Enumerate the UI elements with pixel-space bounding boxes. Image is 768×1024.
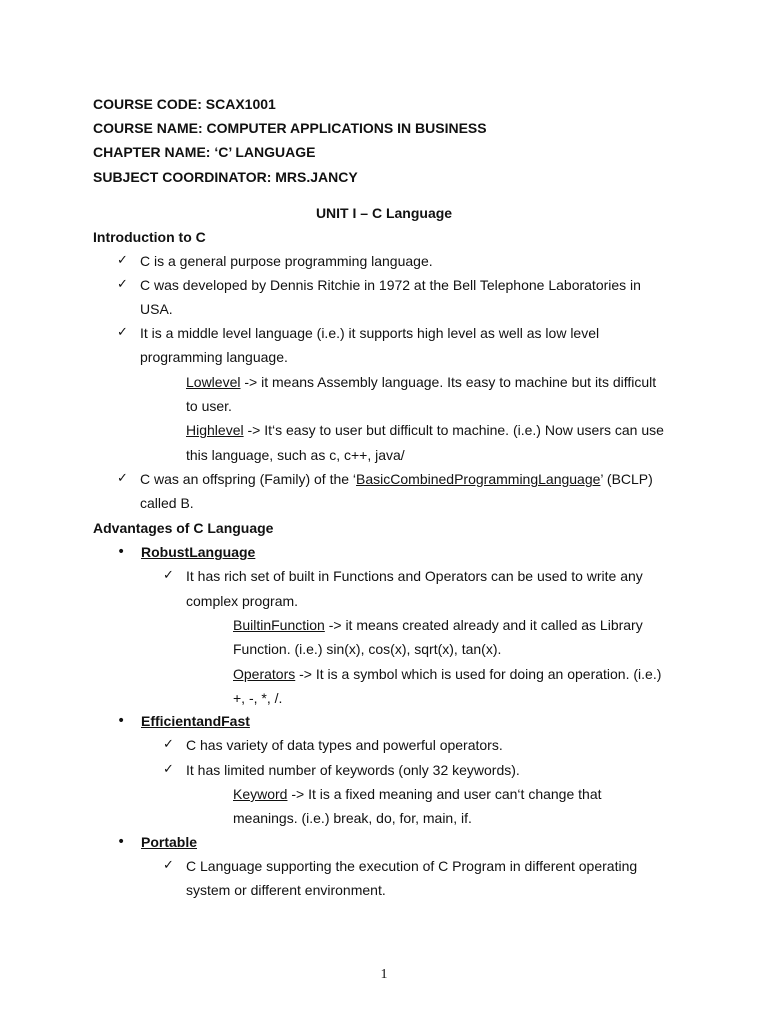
highlevel-term: Highlevel	[186, 422, 244, 438]
subject-coordinator: SUBJECT COORDINATOR: MRS.JANCY	[93, 169, 358, 185]
intro-item-2-line-2: USA.	[140, 301, 173, 317]
robust-title: RobustLanguage	[141, 544, 256, 560]
builtin-definition-line-2: Function. (i.e.) sin(x), cos(x), sqrt(x), tan(x).	[233, 641, 502, 657]
highlevel-definition	[186, 421, 664, 439]
check-mark-icon: ✓	[163, 737, 174, 752]
chapter-name: CHAPTER NAME: ‘C’ LANGUAGE	[93, 144, 316, 160]
keyword-definition-line-2: meanings. (i.e.) break, do, for, main, if.	[233, 810, 472, 826]
robust-item-1-line-1: It has rich set of built in Functions and Operators can be used to write any	[186, 568, 643, 584]
check-mark-icon: ✓	[117, 253, 128, 268]
keyword-term: Keyword	[233, 786, 288, 802]
check-mark-icon: ✓	[163, 568, 174, 583]
keyword-definition	[233, 785, 602, 803]
portable-item-1-line-1: C Language supporting the execution of C Program in different operating	[186, 858, 638, 874]
operators-definition	[233, 665, 661, 683]
builtin-term: BuiltinFunction	[233, 617, 325, 633]
intro-item-4-line-2: called B.	[140, 495, 194, 511]
intro-item-1: C is a general purpose programming language.	[140, 253, 433, 269]
keyword-text: -> It is a fixed meaning and user can‘t change that	[287, 786, 602, 802]
lowlevel-text: -> it means Assembly language. Its easy to machine but its difficult	[240, 374, 657, 390]
operators-text: -> It is a symbol which is used for doing an operation. (i.e.)	[295, 666, 662, 682]
check-mark-icon: ✓	[117, 325, 128, 340]
intro-item-4-line-1	[140, 470, 653, 488]
operators-definition-line-2: +, -, *, /.	[233, 690, 283, 706]
bullet-icon: •	[117, 713, 126, 729]
robust-item-1-line-2: complex program.	[186, 593, 299, 609]
intro-item-2-line-1: C was developed by Dennis Ritchie in 1972 at the Bell Telephone Laboratories in	[140, 277, 641, 293]
bclp-term: BasicCombinedProgrammingLanguage	[356, 471, 601, 487]
operators-term: Operators	[233, 666, 296, 682]
course-code: COURSE CODE: SCAX1001	[93, 96, 276, 112]
check-mark-icon: ✓	[117, 277, 128, 292]
efficient-item-2: It has limited number of keywords (only 32 keywords).	[186, 762, 520, 778]
unit-title: UNIT I – C Language	[315, 205, 453, 221]
lowlevel-term: Lowlevel	[186, 374, 241, 390]
item4-pre: C was an offspring (Family) of the ‘	[140, 471, 357, 487]
highlevel-text: -> It‘s easy to user but difficult to machine. (i.e.) Now users can use	[243, 422, 664, 438]
check-mark-icon: ✓	[163, 762, 174, 777]
course-name: COURSE NAME: COMPUTER APPLICATIONS IN BUSINESS	[93, 120, 487, 136]
check-mark-icon: ✓	[163, 858, 174, 873]
intro-heading: Introduction to C	[93, 229, 206, 245]
check-mark-icon: ✓	[117, 471, 128, 486]
efficient-title: EfficientandFast	[141, 713, 250, 729]
bullet-icon: •	[117, 544, 126, 560]
lowlevel-definition	[186, 373, 656, 391]
builtin-text: -> it means created already and it called as Library	[324, 617, 643, 633]
advantages-heading: Advantages of C Language	[93, 520, 274, 536]
efficient-item-1: C has variety of data types and powerful operators.	[186, 737, 503, 753]
builtin-definition	[233, 616, 643, 634]
portable-title: Portable	[141, 834, 198, 850]
item4-post: ’ (BCLP)	[600, 471, 653, 487]
bullet-icon: •	[117, 834, 126, 850]
page-number: 1	[380, 967, 388, 982]
lowlevel-definition-line-2: to user.	[186, 398, 232, 414]
intro-item-3-line-1: It is a middle level language (i.e.) it supports high level as well as low level	[140, 325, 600, 341]
portable-item-1-line-2: system or different environment.	[186, 882, 386, 898]
highlevel-definition-line-2: this language, such as c, c++, java/	[186, 447, 405, 463]
intro-item-3-line-2: programming language.	[140, 349, 288, 365]
